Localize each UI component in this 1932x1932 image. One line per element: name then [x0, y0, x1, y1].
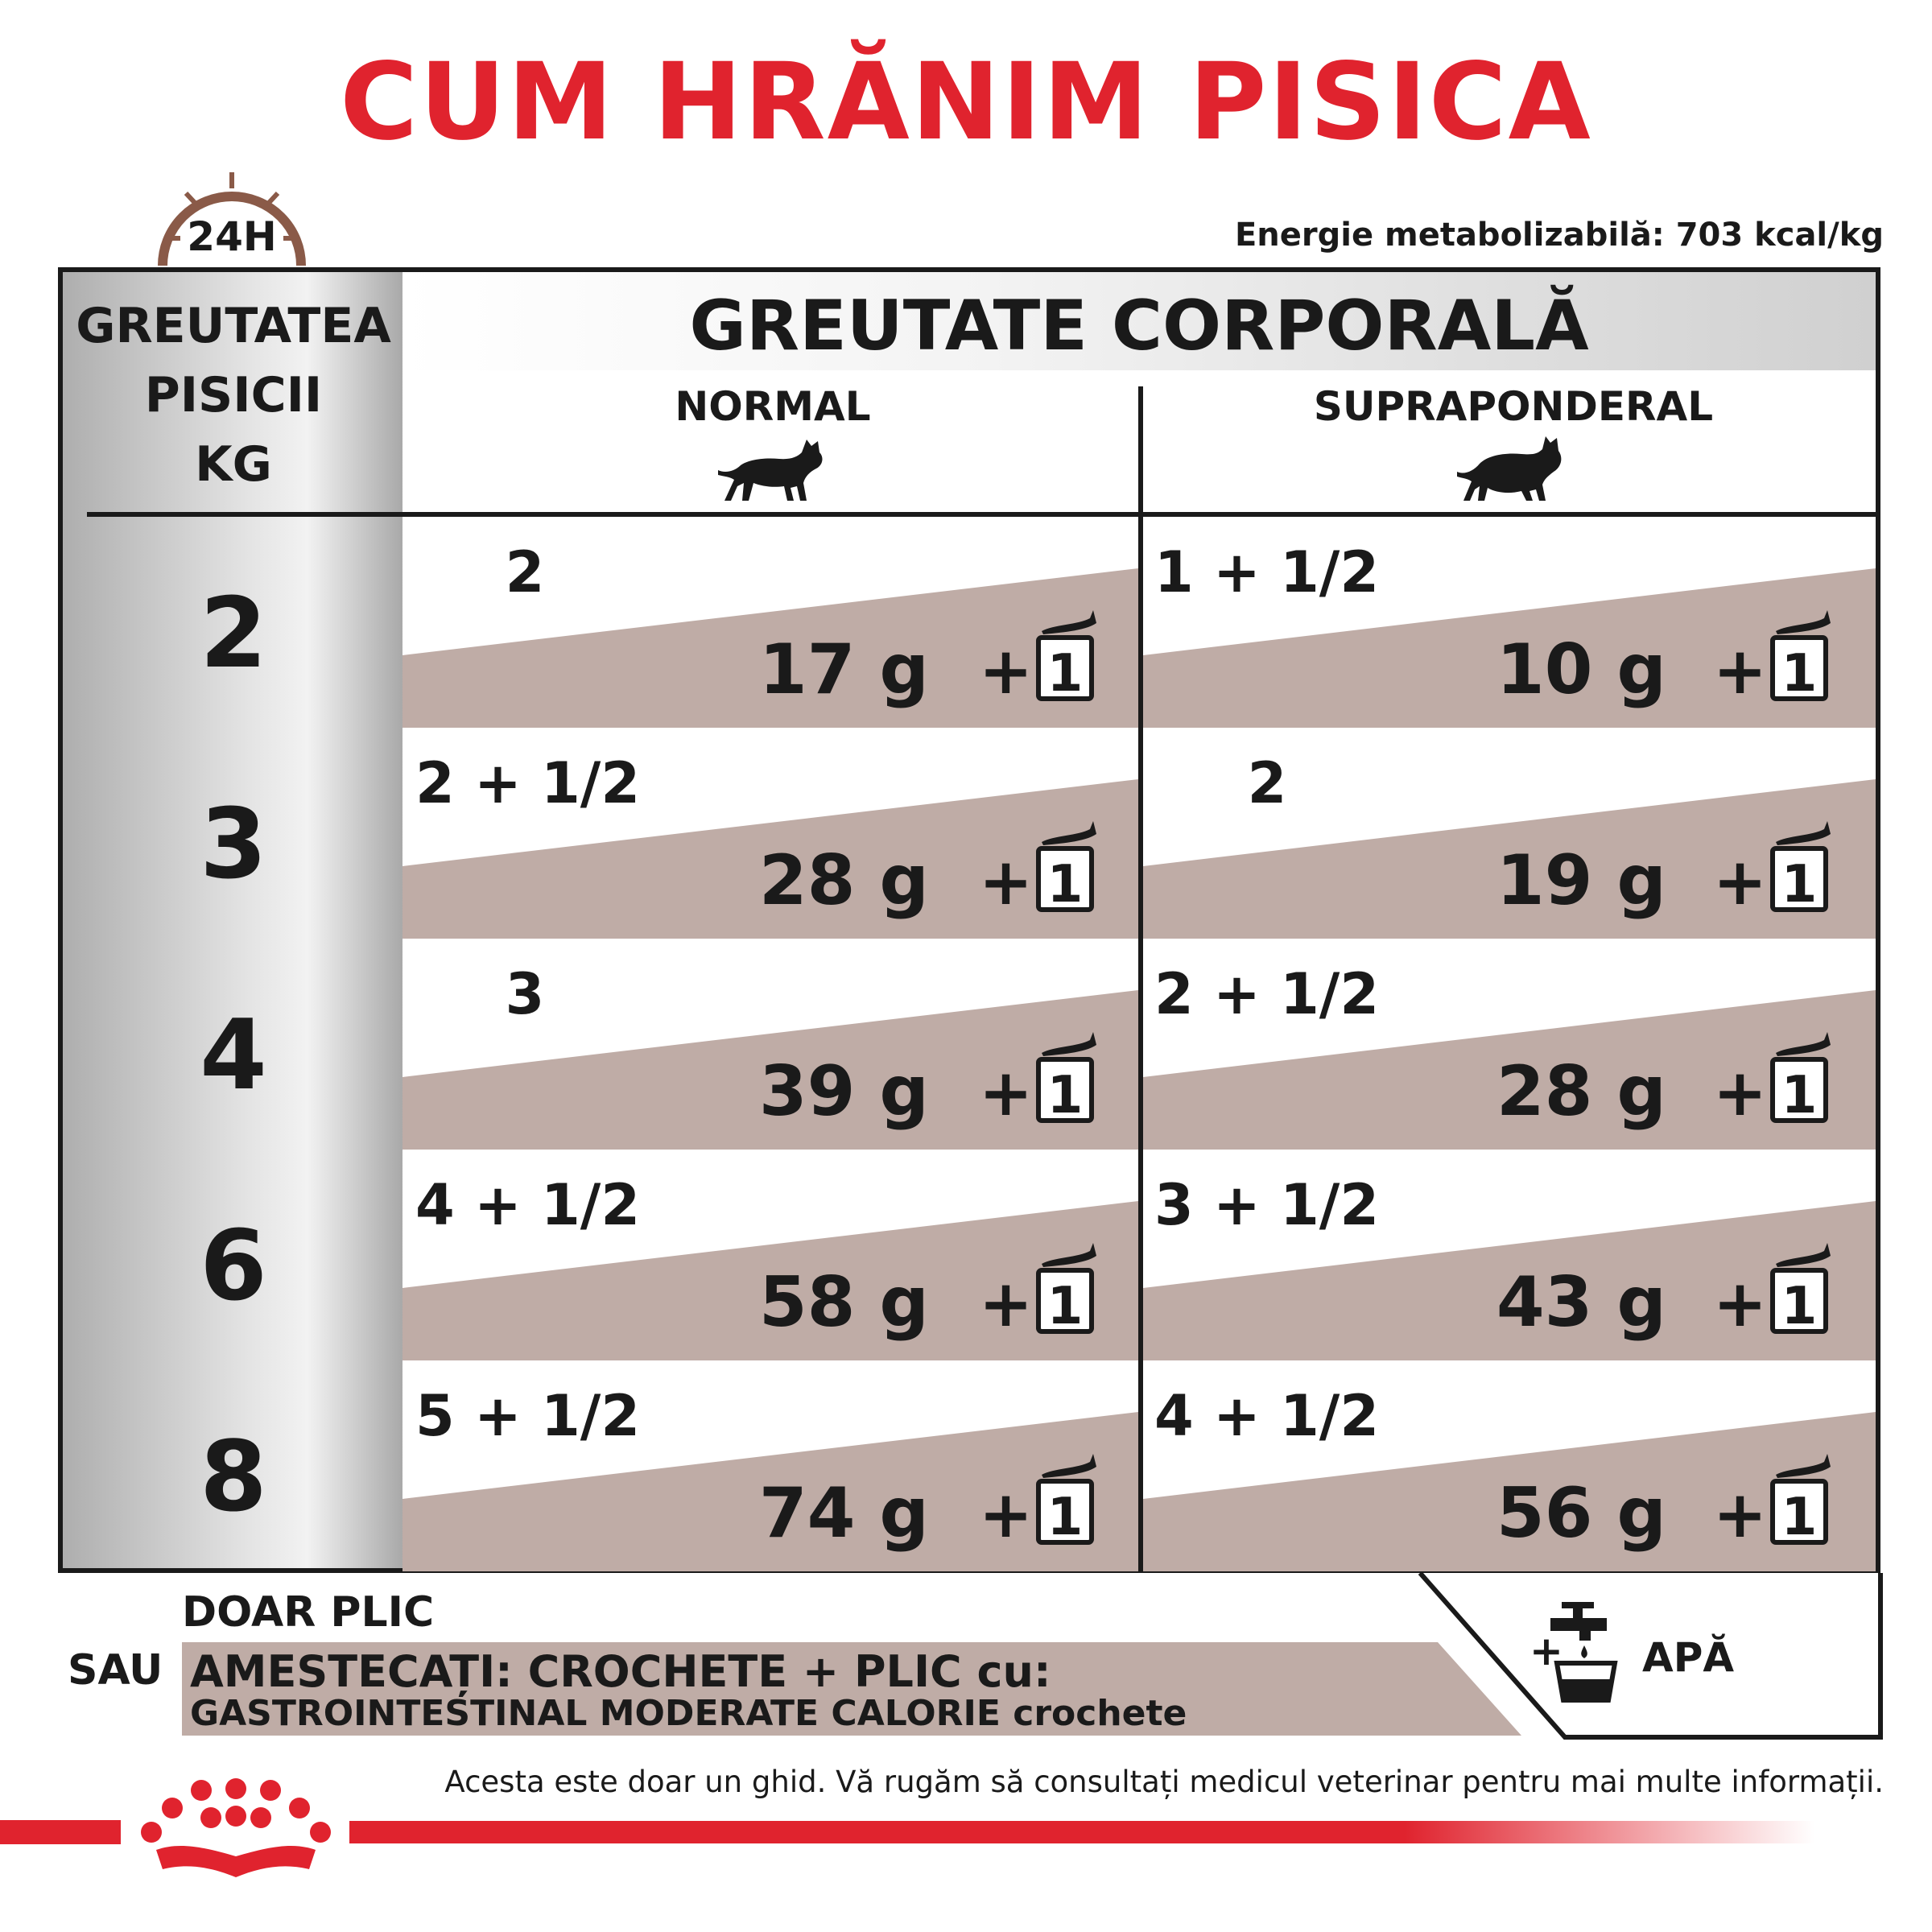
pouch-can-count: 1 — [1781, 644, 1818, 702]
weight-kg: 3 — [200, 789, 267, 901]
kibble-grams-over: 28 g — [1496, 1051, 1666, 1132]
energy-info: Energie metabolizabilă: 703 kcal/kg — [1234, 217, 1884, 254]
subheading-normal: NORMAL — [675, 383, 871, 430]
mix-instructions: AMESTECAȚI: CROCHETE + PLIC cu: — [190, 1646, 1051, 1697]
kibble-grams-over: 56 g — [1496, 1473, 1666, 1554]
clock-label: 24H — [187, 213, 277, 260]
pouch-amount-over: 1 + 1/2 — [1154, 539, 1380, 605]
pouch-can-count: 1 — [1046, 1066, 1084, 1124]
pouch-can-count: 1 — [1046, 1488, 1084, 1546]
plus-sign: + — [979, 1477, 1034, 1552]
pouch-can-count: 1 — [1781, 1488, 1818, 1546]
disclaimer: Acesta este doar un ghid. Vă rugăm să consultați medicul veterinar pentru mai multe informații. — [444, 1765, 1884, 1799]
weight-kg: 2 — [200, 578, 267, 690]
page-title: CUM HRĂNIM PISICA — [340, 40, 1592, 164]
pouch-amount-normal: 5 + 1/2 — [415, 1383, 641, 1449]
kibble-grams-normal: 17 g — [758, 630, 929, 710]
pouch-amount-over: 2 — [1247, 750, 1287, 816]
pouch-can-count: 1 — [1046, 644, 1084, 702]
pouch-amount-normal: 4 + 1/2 — [415, 1172, 641, 1238]
group-heading: GREUTATE CORPORALĂ — [689, 286, 1589, 366]
pouch-can-count: 1 — [1781, 855, 1818, 913]
weight-heading-line: KG — [195, 436, 272, 493]
pouch-amount-over: 2 + 1/2 — [1154, 961, 1380, 1027]
pouch-amount-over: 3 + 1/2 — [1154, 1172, 1380, 1238]
water-tap-bowl-icon — [1526, 1599, 1631, 1711]
plus-sign: + — [1713, 844, 1768, 919]
kibble-grams-normal: 39 g — [758, 1051, 929, 1132]
weight-kg: 4 — [200, 1000, 267, 1112]
plus-sign: + — [979, 844, 1034, 919]
plus-sign: + — [1713, 1477, 1768, 1552]
mix-product: GASTROINTESTINAL MODERATE CALORIE crochete — [190, 1693, 1187, 1734]
kibble-grams-normal: 28 g — [758, 840, 929, 921]
weight-kg: 8 — [200, 1422, 267, 1534]
weight-heading-line: PISICII — [144, 367, 323, 423]
kibble-grams-over: 19 g — [1496, 840, 1666, 921]
pouch-can-count: 1 — [1046, 855, 1084, 913]
plus-sign: + — [1713, 634, 1768, 708]
pouch-amount-normal: 2 + 1/2 — [415, 750, 641, 816]
plus-sign: + — [1713, 1055, 1768, 1130]
subheading-overweight: SUPRAPONDERAL — [1313, 383, 1714, 430]
kibble-grams-normal: 58 g — [758, 1262, 929, 1343]
weight-kg: 6 — [200, 1211, 267, 1323]
pouch-can-count: 1 — [1046, 1277, 1084, 1335]
weight-heading-line: GREUTATEA — [76, 298, 391, 354]
plus-sign: + — [979, 1055, 1034, 1130]
water-plus: + — [1530, 1628, 1563, 1674]
plus-sign: + — [979, 634, 1034, 708]
pouch-can-count: 1 — [1781, 1277, 1818, 1335]
water-label: APĂ — [1642, 1634, 1735, 1681]
kibble-grams-over: 43 g — [1496, 1262, 1666, 1343]
pouch-amount-normal: 3 — [505, 961, 545, 1027]
kibble-grams-normal: 74 g — [758, 1473, 929, 1554]
pouch-can-count: 1 — [1781, 1066, 1818, 1124]
crown-logo — [130, 1776, 341, 1885]
kibble-grams-over: 10 g — [1496, 630, 1666, 710]
only-pouch-label: DOAR PLIC — [182, 1588, 435, 1637]
pouch-amount-over: 4 + 1/2 — [1154, 1383, 1380, 1449]
plus-sign: + — [1713, 1266, 1768, 1341]
or-label: SAU — [68, 1646, 163, 1695]
pouch-amount-normal: 2 — [505, 539, 545, 605]
plus-sign: + — [979, 1266, 1034, 1341]
